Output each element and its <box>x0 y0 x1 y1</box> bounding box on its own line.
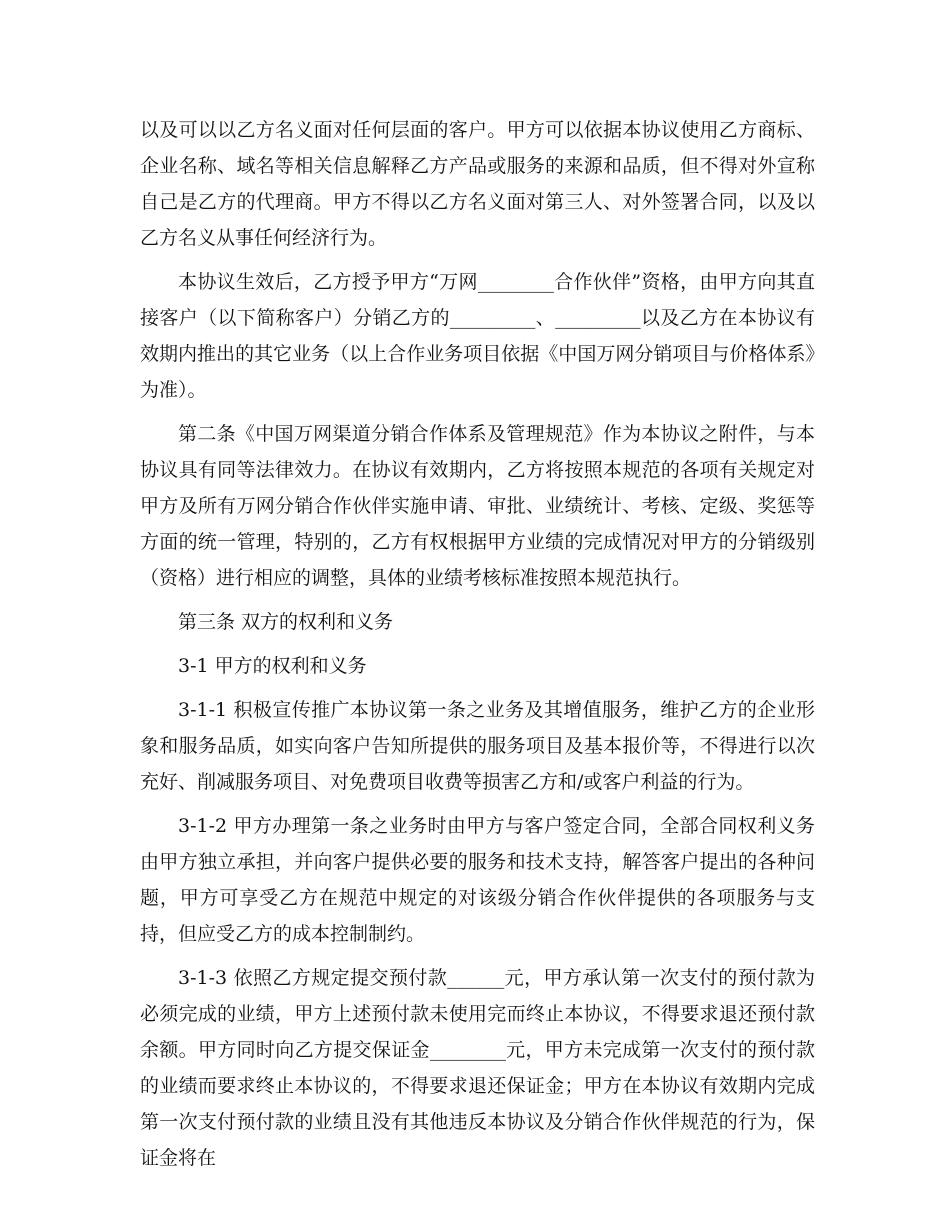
paragraph-article-2: 第二条《中国万网渠道分销合作体系及管理规范》作为本协议之附件，与本协议具有同等法律效力。在协议有效期内，乙方将按照本规范的各项有关规定对甲方及所有万网分销合作伙伴实施申请、审批、业绩统计、考核、定级、奖惩等方面的统一管理，特别的，乙方有权根据甲方业绩的完成情况对甲方的分销级别（资格）进行相应的调整，具体的业绩考核标准按照本规范执行。 <box>140 423 815 589</box>
heading-section-3-1: 3-1 甲方的权利和义务 <box>178 655 367 677</box>
clause-3-1-1: 3-1-1 积极宣传推广本协议第一条之业务及其增值服务，维护乙方的企业形象和服务品质，如实向客户告知所提供的服务项目及基本报价等，不得进行以次充好、削减服务项目、对免费项目收费等损害乙方和/或客户利益的行为。 <box>140 699 815 793</box>
heading-article-3: 第三条 双方的权利和义务 <box>178 611 394 633</box>
paragraph-1: 以及可以以乙方名义面对任何层面的客户。甲方可以依据本协议使用乙方商标、企业名称、域名等相关信息解释乙方产品或服务的来源和品质，但不得对外宣称自己是乙方的代理商。甲方不得以乙方名义面对第三人、对外签署合同，以及以乙方名义从事任何经济行为。 <box>140 119 815 249</box>
paragraph-2: 本协议生效后，乙方授予甲方“万网________合作伙伴”资格，由甲方向其直接客户（以下简称客户）分销乙方的_________、_________以及乙方在本协议有效期内推出的其它业务（以上合作业务项目依据《中国万网分销项目与价格体系》为准）。 <box>140 271 815 401</box>
document-body <box>140 112 815 1184</box>
clause-3-1-3: 3-1-3 依照乙方规定提交预付款______元，甲方承认第一次支付的预付款为必须完成的业绩，甲方上述预付款未使用完而终止本协议，不得要求退还预付款余额。甲方同时向乙方提交保证金________元，甲方未完成第一次支付的预付款的业绩而要求终止本协议的，不得要求退还保证金；甲方在本协议有效期内完成第一次支付预付款的业绩且没有其他违反本协议及分销合作伙伴规范的行为，保证金将在 <box>140 967 815 1169</box>
clause-3-1-2: 3-1-2 甲方办理第一条之业务时由甲方与客户签定合同，全部合同权利义务由甲方独立承担，并向客户提供必要的服务和技术支持，解答客户提出的各种问题，甲方可享受乙方在规范中规定的对该级分销合作伙伴提供的各项服务与支持，但应受乙方的成本控制制约。 <box>140 815 815 945</box>
